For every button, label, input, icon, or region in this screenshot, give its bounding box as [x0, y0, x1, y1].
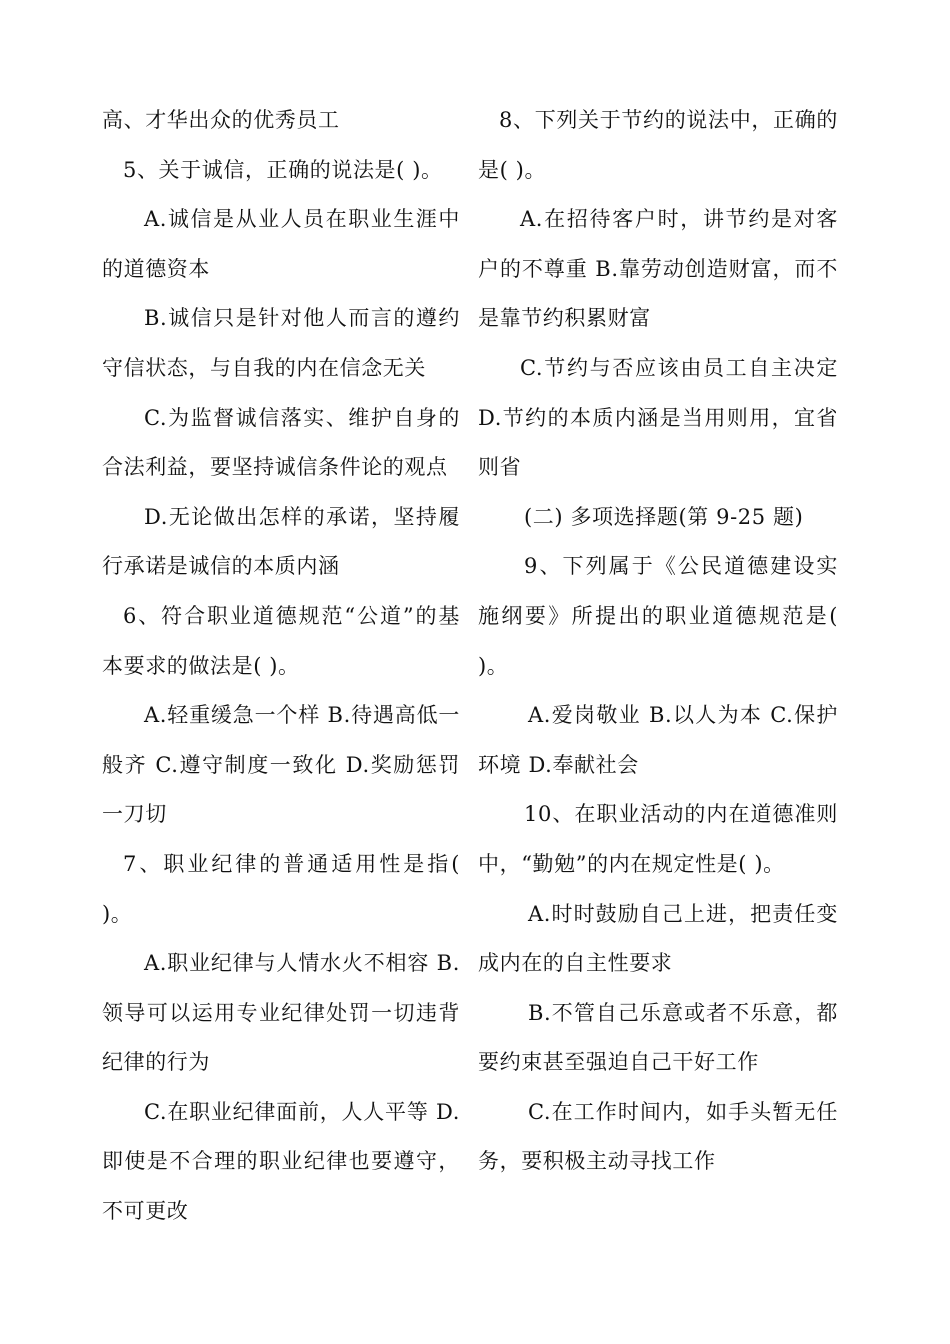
question-9-options: A.爱岗敬业 B.以人为本 C.保护环境 D.奉献社会 [478, 703, 838, 777]
question-5-option-d: D.无论做出怎样的承诺，坚持履行承诺是诚信的本质内涵 [102, 504, 460, 579]
question-5-option-b: B.诚信只是针对他人而言的遵约守信状态，与自我的内在信念无关 [102, 306, 460, 380]
question-5-option-c: C.为监督诚信落实、维护自身的合法利益，要坚持诚信条件论的观点 [102, 405, 460, 480]
question-5-option-a: A.诚信是从业人员在职业生涯中的道德资本 [102, 207, 460, 281]
question-7-options-ab: A.职业纪律与人情水火不相容 B.领导可以运用专业纪律处罚一切违背纪律的行为 [102, 951, 460, 1075]
question-8-options-ab: A.在招待客户时，讲节约是对客户的不尊重 B.靠劳动创造财富，而不是靠节约积累财富 [478, 207, 838, 331]
question-8-options-cd: C.节约与否应该由员工自主决定 D.节约的本质内涵是当用则用，宜省则省 [478, 355, 838, 480]
question-5: 5、关于诚信，正确的说法是( )。 [123, 157, 443, 182]
question-10-option-c: C.在工作时间内，如手头暂无任务，要积极主动寻找工作 [478, 1099, 838, 1174]
question-6-options: A.轻重缓急一个样 B.待遇高低一般齐 C.遵守制度一致化 D.奖励惩罚一刀切 [102, 703, 460, 827]
right-text-column [478, 96, 838, 1187]
question-10: 10、在职业活动的内在道德准则中，“勤勉”的内在规定性是( )。 [478, 802, 838, 876]
question-8: 8、下列关于节约的说法中，正确的是( )。 [478, 108, 838, 182]
question-9: 9、下列属于《公民道德建设实施纲要》所提出的职业道德规范是( )。 [478, 554, 838, 678]
question-10-option-a: A.时时鼓励自己上进，把责任变成内在的自主性要求 [478, 901, 838, 976]
paragraph-continuation: 高、才华出众的优秀员工 [102, 108, 340, 132]
question-6: 6、符合职业道德规范“公道”的基本要求的做法是( )。 [102, 603, 460, 678]
question-10-option-b: B.不管自己乐意或者不乐意，都要约束甚至强迫自己干好工作 [478, 1000, 838, 1075]
section-heading-multiple-choice: (二) 多项选择题(第 9-25 题) [524, 504, 804, 529]
question-7-options-cd: C.在职业纪律面前，人人平等 D.即使是不合理的职业纪律也要遵守，不可更改 [102, 1099, 460, 1224]
question-7: 7、职业纪律的普通适用性是指( )。 [102, 851, 460, 926]
left-text-column [102, 96, 460, 1237]
